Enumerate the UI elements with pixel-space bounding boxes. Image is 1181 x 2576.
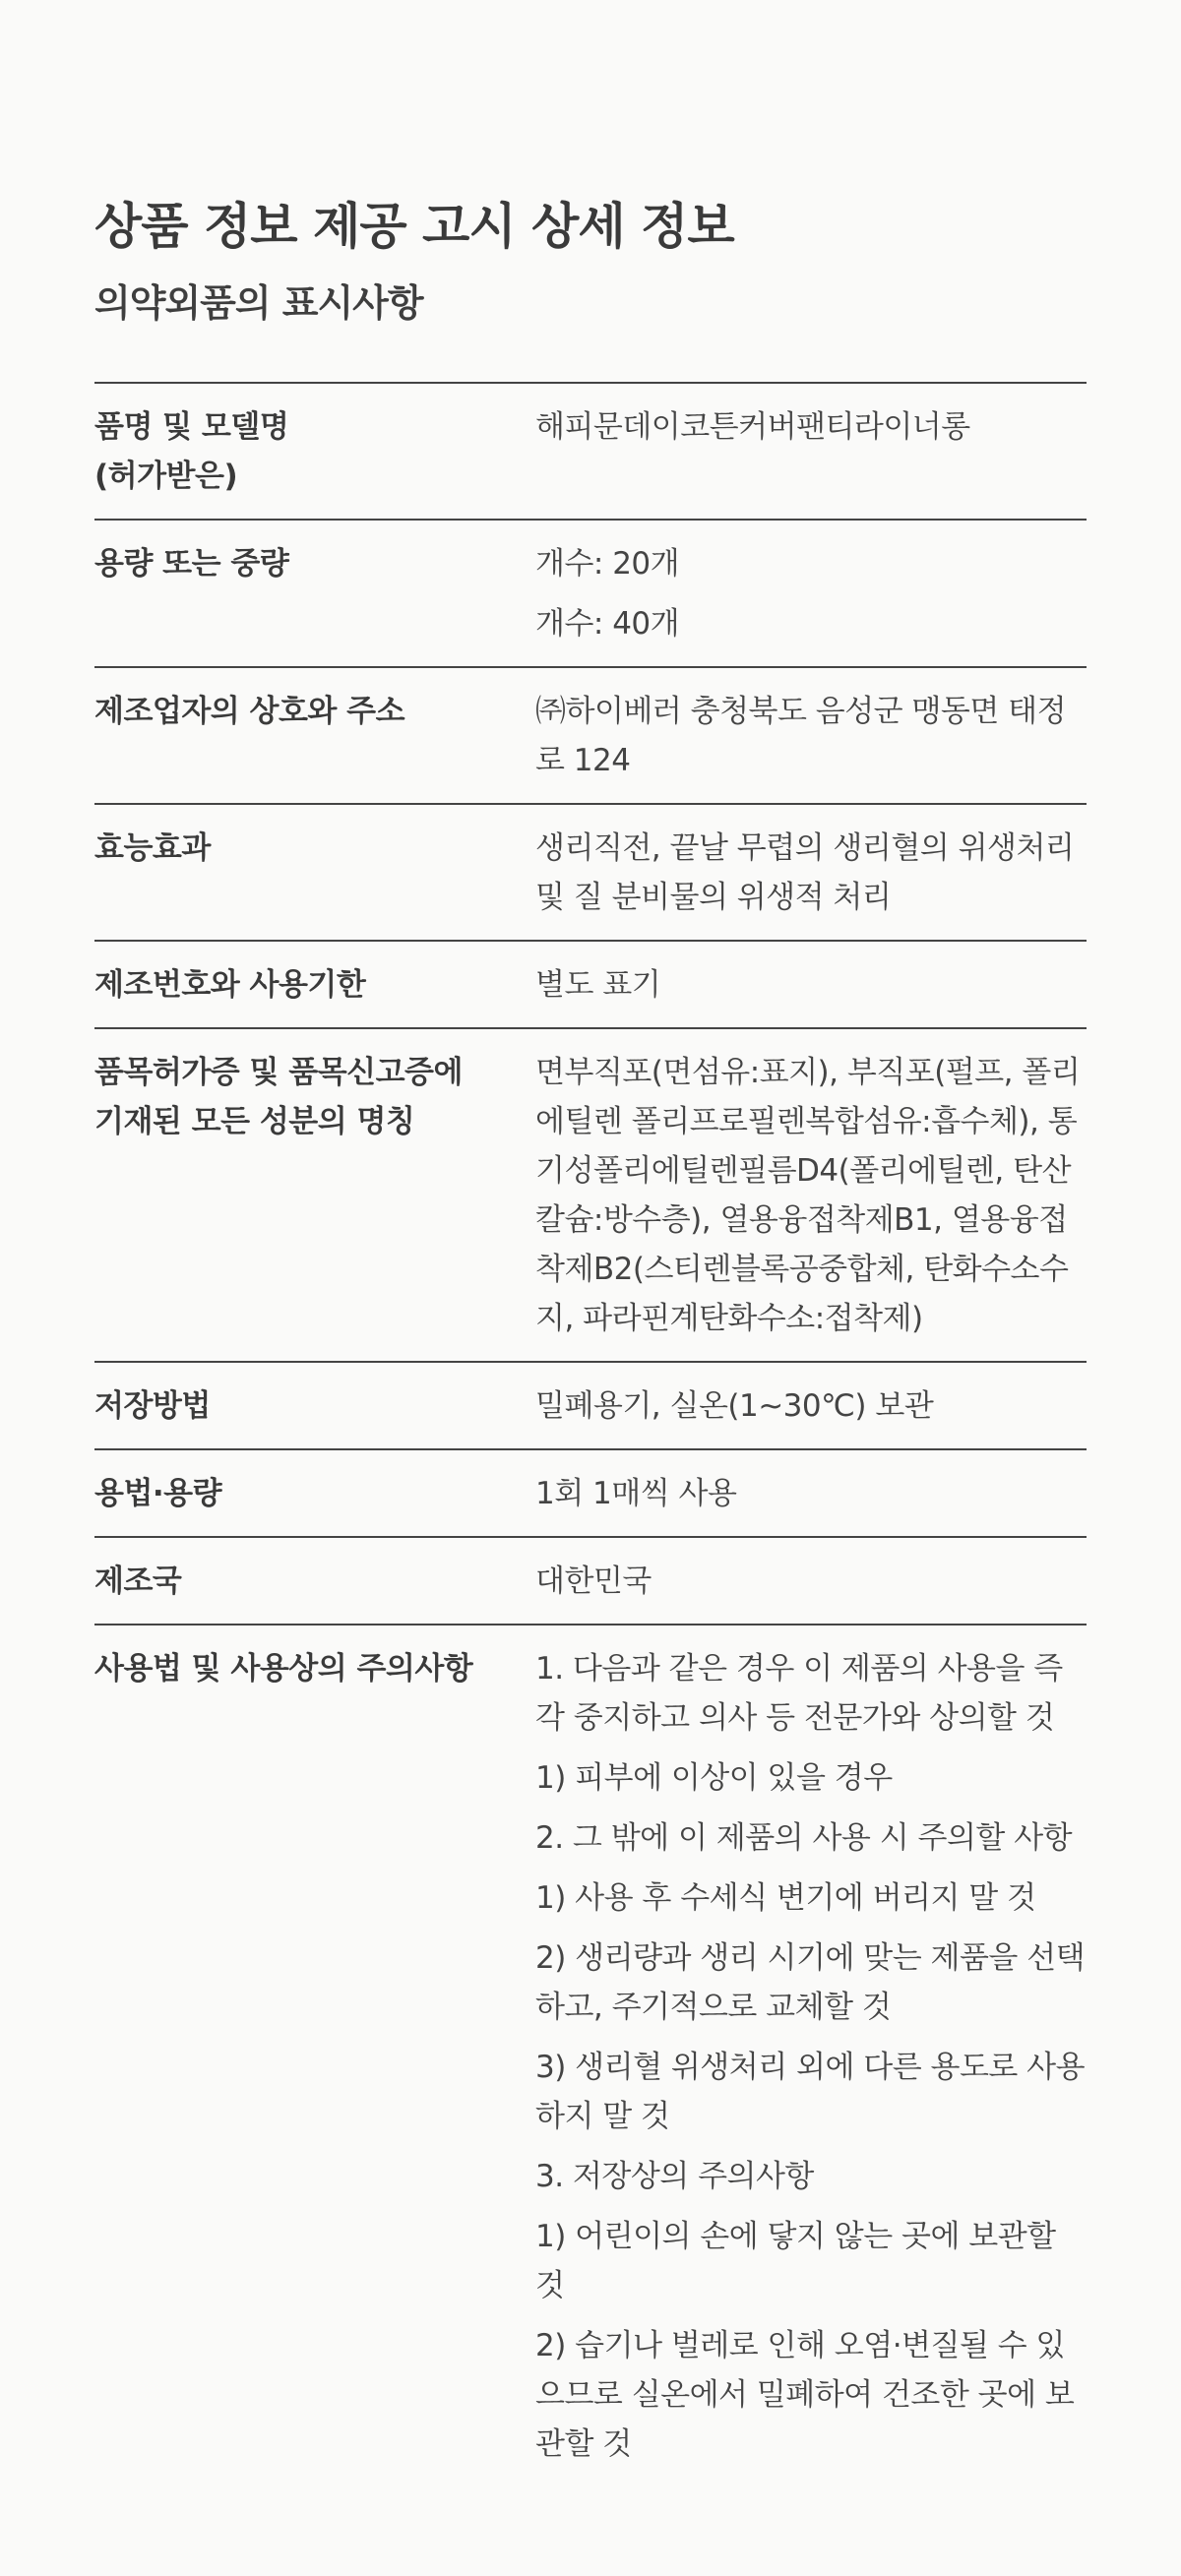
row-value xyxy=(535,687,1087,785)
row-label xyxy=(94,402,535,501)
row-value-line: 1회 1매씩 사용 xyxy=(535,1476,737,1511)
row-label-line: 제조번호와 사용기한 xyxy=(94,967,366,1003)
row-value-line: 3. 저장상의 주의사항 xyxy=(535,2159,814,2194)
table-row xyxy=(94,521,1087,668)
row-label-line: 효능효과 xyxy=(94,830,211,866)
row-label xyxy=(94,1381,535,1431)
row-value-line: 개수: 20개 xyxy=(535,546,680,582)
row-value xyxy=(535,824,1087,922)
row-value xyxy=(535,1469,1087,1518)
table-row xyxy=(94,668,1087,805)
row-value-line: ㈜하이베러 충청북도 음성군 맹동면 태정로 124 xyxy=(535,694,1067,778)
page-title: 상품 정보 제공 고시 상세 정보 xyxy=(94,198,734,255)
row-label-line: (허가받은) xyxy=(94,459,238,494)
row-label xyxy=(94,1644,535,2469)
table-row xyxy=(94,384,1087,521)
row-value-line: 대한민국 xyxy=(535,1564,652,1599)
row-label-line: 저장방법 xyxy=(94,1388,211,1424)
row-label-line: 품목허가증 및 품목신고증에 xyxy=(94,1055,463,1090)
row-label xyxy=(94,824,535,922)
row-label xyxy=(94,687,535,785)
row-value xyxy=(535,960,1087,1010)
row-label xyxy=(94,539,535,648)
row-label xyxy=(94,1048,535,1343)
table-row xyxy=(94,805,1087,942)
row-label-line: 제조업자의 상호와 주소 xyxy=(94,694,405,729)
row-label-line: 품명 및 모델명 xyxy=(94,409,289,445)
table-row xyxy=(94,1625,1087,2486)
table-row xyxy=(94,1450,1087,1538)
row-label-line: 기재된 모든 성분의 명칭 xyxy=(94,1104,415,1139)
row-value-line: 1) 사용 후 수세식 변기에 버리지 말 것 xyxy=(535,1880,1036,1916)
row-value-line: 생리직전, 끝날 무렵의 생리혈의 위생처리 및 질 분비물의 위생적 처리 xyxy=(535,830,1075,915)
row-label xyxy=(94,960,535,1010)
info-table xyxy=(94,382,1087,2486)
row-value xyxy=(535,1048,1087,1343)
row-value-line: 2. 그 밖에 이 제품의 사용 시 주의할 사항 xyxy=(535,1820,1073,1856)
row-label-line: 제조국 xyxy=(94,1564,182,1599)
row-label xyxy=(94,1557,535,1606)
table-row xyxy=(94,1538,1087,1625)
row-value-line: 별도 표기 xyxy=(535,967,661,1003)
row-label xyxy=(94,1469,535,1518)
table-row xyxy=(94,1029,1087,1363)
row-value-line: 밀폐용기, 실온(1~30℃) 보관 xyxy=(535,1388,934,1424)
product-notice-page xyxy=(94,0,1087,2486)
row-value xyxy=(535,539,1087,648)
row-value xyxy=(535,1557,1087,1606)
table-row xyxy=(94,942,1087,1029)
row-value-line: 개수: 40개 xyxy=(535,606,680,642)
row-value-line: 1) 피부에 이상이 있을 경우 xyxy=(535,1760,893,1796)
row-value-line: 3) 생리혈 위생처리 외에 다른 용도로 사용하지 말 것 xyxy=(535,2050,1086,2134)
row-value xyxy=(535,1381,1087,1431)
table-row xyxy=(94,1363,1087,1450)
row-label-line: 용량 또는 중량 xyxy=(94,546,289,582)
row-value-line: 해피문데이코튼커버팬티라이너롱 xyxy=(535,409,970,445)
row-value xyxy=(535,402,1087,501)
row-value xyxy=(535,1644,1087,2469)
row-value-line: 1. 다음과 같은 경우 이 제품의 사용을 즉각 중지하고 의사 등 전문가와 상의할 것 xyxy=(535,1651,1063,1736)
row-label-line: 용법·용량 xyxy=(94,1476,222,1511)
row-value-line: 면부직포(면섬유:표지), 부직포(펄프, 폴리에틸렌 폴리프로필렌복합섬유:흡수체), 통기성폴리에틸렌필름D4(폴리에틸렌, 탄산칼슘:방수층), 열용융접착제B1, 열용융접착제B2(스티렌블록공중합체, 탄화수소수지, 파라핀계탄화수소:접착제) xyxy=(535,1055,1081,1336)
row-label-line: 사용법 및 사용상의 주의사항 xyxy=(94,1651,473,1687)
row-value-line: 1) 어린이의 손에 닿지 않는 곳에 보관할 것 xyxy=(535,2219,1056,2303)
row-value-line: 2) 생리량과 생리 시기에 맞는 제품을 선택하고, 주기적으로 교체할 것 xyxy=(535,1940,1086,2025)
page-subtitle: 의약외품의 표시사항 xyxy=(94,281,423,325)
row-value-line: 2) 습기나 벌레로 인해 오염·변질될 수 있으므로 실온에서 밀폐하여 건조한 곳에 보관할 것 xyxy=(535,2328,1075,2462)
